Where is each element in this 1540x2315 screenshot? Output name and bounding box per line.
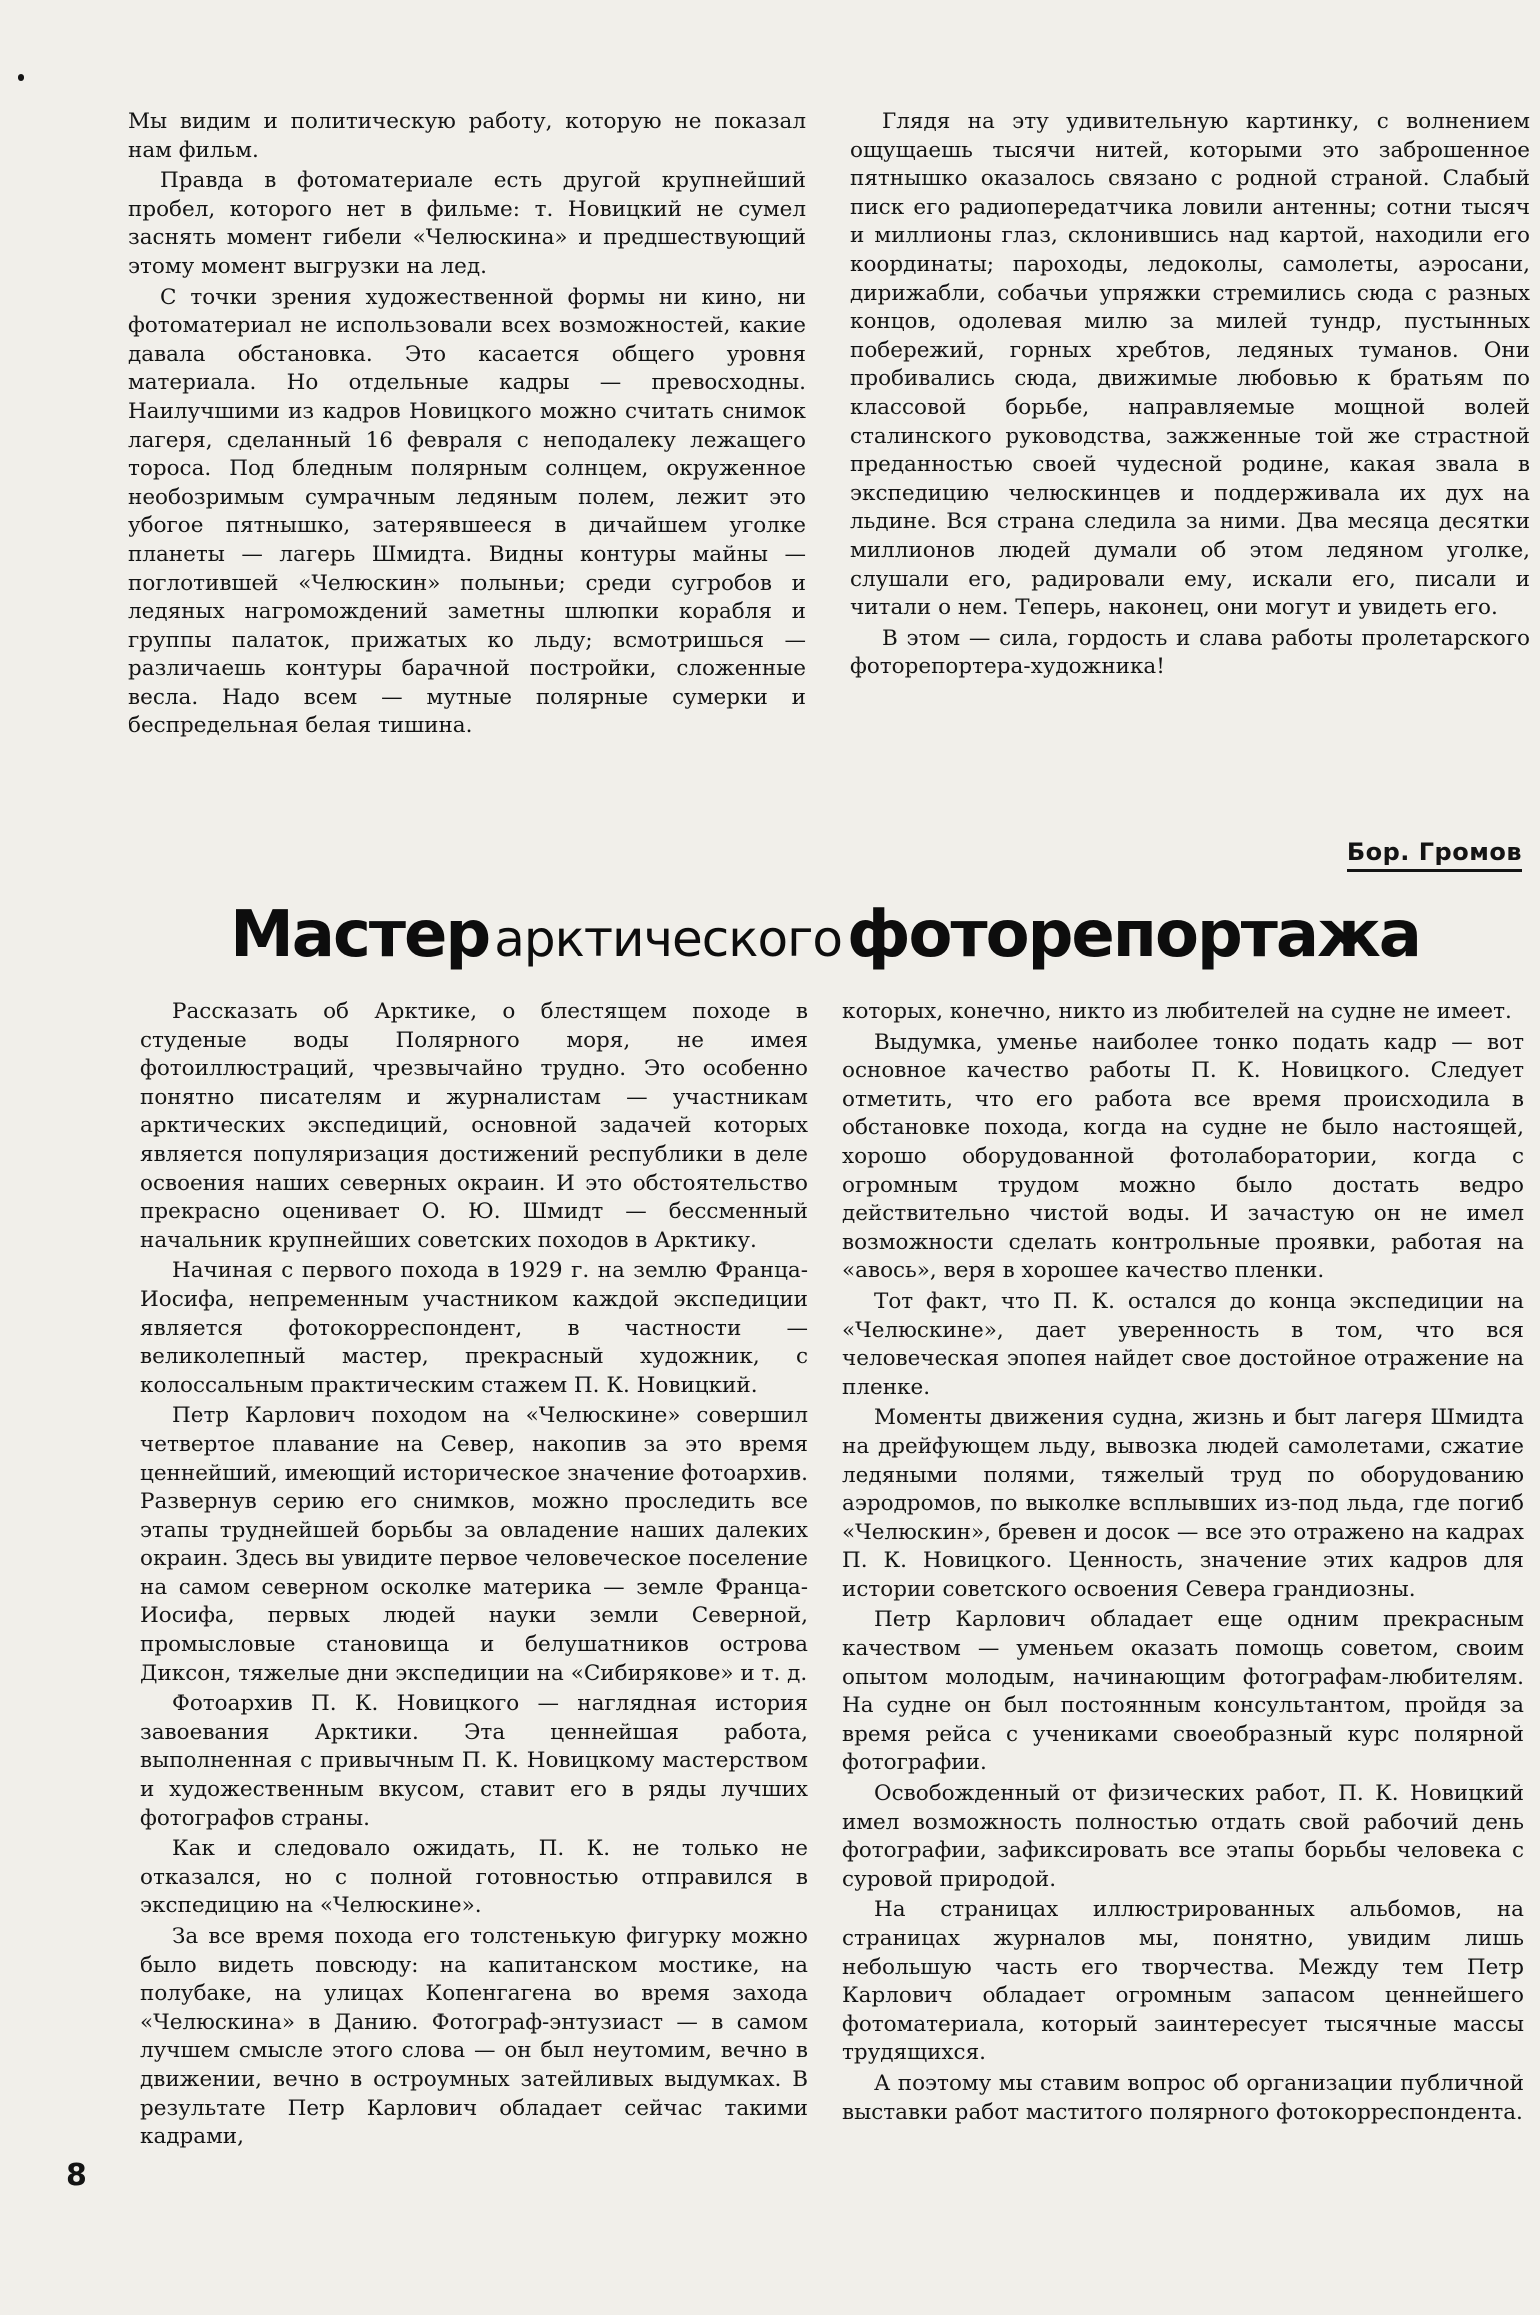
paragraph: Как и следовало ожидать, П. К. не только не отказался, но с полной готовностью отправился в экспедицию на «Челюскине». [140, 1836, 808, 1919]
page-number: 8 [66, 2158, 87, 2193]
paragraph: А поэтому мы ставим вопрос об организации публичной выставки работ маститого полярного фотокорреспондента. [842, 2070, 1524, 2125]
paragraph: Тот факт, что П. К. остался до конца экспедиции на «Челюскине», дает уверенность в том, что вся человеческая эпопея найдет свое достойное отражение на пленке. [842, 1288, 1524, 1400]
paragraph: Выдумка, уменье наиболее тонко подать кадр — вот основное качество работы П. К. Новицкого. Следует отметить, что его работа все время происходила в обстановке похода, когда на судне не было настоящей, хорошо оборудованной фотолаборатории, когда с огромным трудом можно было достать ведро действительно чистой воды. И зачастую он не имел возможности сделать контрольные проявки, работая на «авось», веря в хорошее качество пленки. [842, 1029, 1524, 1284]
paragraph: Освобожденный от физических работ, П. К. Новицкий имел возможность полностью отдать свой рабочий день фотографии, зафиксировать все этапы борьбы человека с суровой природой. [842, 1781, 1524, 1892]
bottom-right-column [842, 998, 1524, 2129]
paragraph: Рассказать об Арктике, о блестящем походе в студеные воды Полярного моря, не имея фотоиллюстраций, чрезвычайно трудно. Это особенно понятно писателям и журналистам — участникам арктических экспедиций, основной задачей которых является популяризация достижений республики в деле освоения наших северных окраин. И это обстоятельство прекрасно оценивает О. Ю. Шмидт — бессменный начальник крупнейших советских походов в Арктику. [140, 999, 808, 1253]
paragraph: Моменты движения судна, жизнь и быт лагеря Шмидта на дрейфующем льду, вывозка людей самолетами, сжатие ледяными полями, тяжелый труд по оборудованию аэродромов, по выколке всплывших из-под льда, где погиб «Челюскин», бревен и досок — все это отражено на кадрах П. К. Новицкого. Ценность, значение этих кадров для истории советского освоения Севера грандиозны. [842, 1405, 1524, 1602]
print-speck [18, 74, 24, 81]
paragraph: Мы видим и политическую работу, которую не показал нам фильм. [128, 109, 806, 163]
paragraph: Глядя на эту удивительную картинку, с волнением ощущаешь тысячи нитей, которыми это заброшенное пятнышко оказалось связано с родной страной. Слабый писк его радиопередатчика ловили антенны; сотни тысяч и миллионы глаз, склонившись над картой, находили его координаты; пароходы, ледоколы, самолеты, аэросани, дирижабли, собачьи упряжки стремились сюда с разных концов, одолевая милю за милей тундр, пустынных побережий, горных хребтов, ледяных туманов. Они пробивались сюда, движимые любовью к братьям по классовой борьбе, направляемые мощной волей сталинского руководства, зажженные той же страстной преданностью своей чудесной родине, какая звала в экспедицию челюскинцев и поддерживала их дух на льдине. Вся страна следила за ними. Два месяца десятки миллионов людей думали об этом ледяном уголке, слушали его, радировали ему, искали его, писали и читали о нем. Теперь, наконец, они могут и увидеть его. [850, 109, 1530, 621]
paragraph: Правда в фотоматериале есть другой крупнейший пробел, которого нет в фильме: т. Новицкий не сумел заснять момент гибели «Челюскина» и предшествующий этому момент выгрузки на лед. [128, 168, 806, 279]
headline-word-3: фоторепортажа [847, 898, 1420, 972]
headline-word-2: арктического [494, 910, 842, 968]
bottom-left-column [140, 998, 808, 2154]
article-headline [120, 895, 1530, 991]
paragraph: Начиная с первого похода в 1929 г. на землю Франца-Иосифа, непременным участником каждой экспедиции является фотокорреспондент, в частности — великолепный мастер, прекрасный художник, с колоссальным практическим стажем П. К. Новицкий. [140, 1258, 808, 1398]
paragraph: Фотоархив П. К. Новицкого — наглядная история завоевания Арктики. Эта ценнейшая работа, выполненная с привычным П. К. Новицкому мастерством и художественным вкусом, ставит его в ряды лучших фотографов страны. [140, 1691, 808, 1831]
paragraph: Петр Карлович обладает еще одним прекрасным качеством — уменьем оказать помощь советом, своим опытом молодым, начинающим фотографам-любителям. На судне он был постоянным консультантом, пройдя за время рейса с учениками своеобразный курс полярной фотографии. [842, 1607, 1524, 1776]
paragraph: На страницах иллюстрированных альбомов, на страницах журналов мы, понятно, увидим лишь небольшую часть его творчества. Между тем Петр Карлович обладает огромным запасом ценнейшего фотоматериала, который заинтересует тысячные массы трудящихся. [842, 1897, 1524, 2066]
paragraph: С точки зрения художественной формы ни кино, ни фотоматериал не использовали всех возможностей, какие давала обстановка. Это касается общего уровня материала. Но отдельные кадры — превосходны. Наилучшими из кадров Новицкого можно считать снимок лагеря, сделанный 16 февраля с неподалеку лежащего тороса. Под бледным полярным солнцем, окруженное необозримым сумрачным ледяным полем, лежит это убогое пятнышко, затерявшееся в дичайшем уголке планеты — лагерь Шмидта. Видны контуры майны — поглотившей «Челюскин» полыньи; среди сугробов и ледяных нагромождений заметны шлюпки корабля и группы палаток, прижатых ко льду; всмотришься — различаешь контуры барачной постройки, сложенные весла. Надо всем — мутные полярные сумерки и беспредельная белая тишина. [128, 284, 806, 739]
paragraph: которых, конечно, никто из любителей на судне не имеет. [842, 999, 1512, 1024]
paragraph: За все время похода его толстенькую фигурку можно было видеть повсюду: на капитанском мостике, на полубаке, на улицах Копенгагена во время захода «Челюскина» в Данию. Фотограф-энтузиаст — в самом лучшем смысле этого слова — он был неутомим, вечно в движении, вечно в остроумных затейливых выдумках. В результате Петр Карлович обладает сейчас такими кадрами, [140, 1924, 808, 2150]
paragraph: В этом — сила, гордость и слава работы пролетарского фоторепортера-художника! [850, 625, 1530, 680]
top-right-column [850, 108, 1530, 684]
author-byline: Бор. Громов [1347, 838, 1522, 872]
top-left-column [128, 108, 806, 743]
headline-word-1: Мастер [230, 898, 490, 972]
paragraph: Петр Карлович походом на «Челюскине» совершил четвертое плавание на Север, накопив за это время ценнейший, имеющий историческое значение фотоархив. Развернув серию его снимков, можно проследить все этапы труднейшей борьбы за овладение наших далеких окраин. Здесь вы увидите первое человеческое поселение на самом северном осколке материка — земле Франца-Иосифа, первых людей науки земли Северной, промысловые становища и белушатников острова Диксон, тяжелые дни экспедиции на «Сибирякове» и т. д. [140, 1403, 808, 1686]
